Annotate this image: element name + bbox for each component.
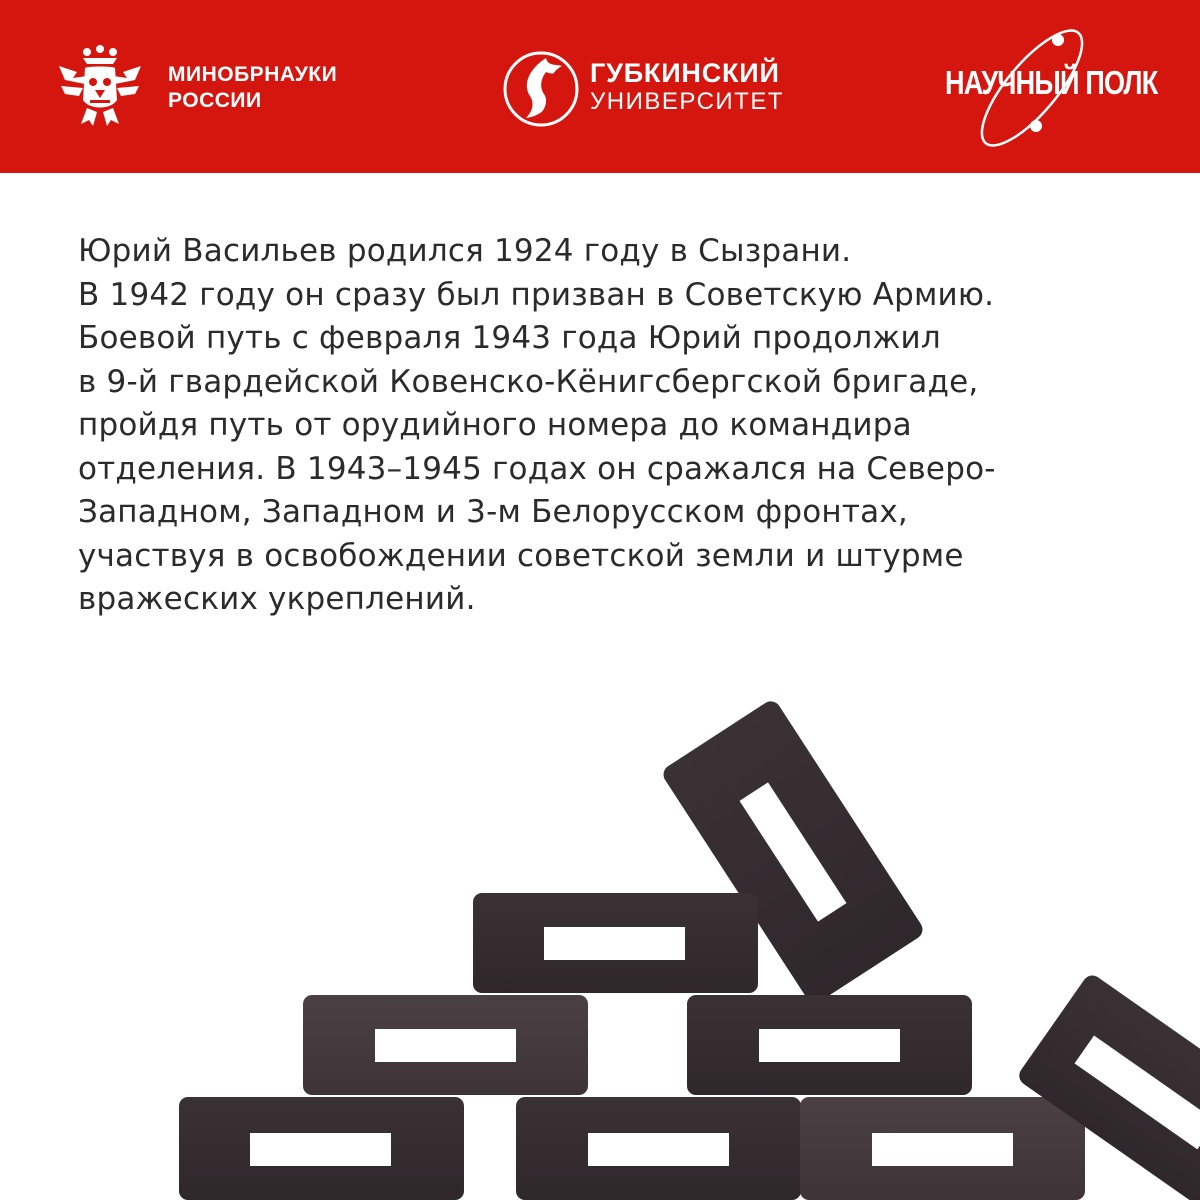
story-line: в 9-й гвардейской Ковенско-Кёнигсбергской бригаде, xyxy=(78,363,979,400)
brick xyxy=(516,1097,801,1200)
brick xyxy=(687,995,972,1095)
brick xyxy=(800,1097,1085,1200)
story-line: вражеских укреплений. xyxy=(78,581,476,617)
university-name: ГУБКИНСКИЙ УНИВЕРСИТЕТ xyxy=(590,58,784,115)
brick xyxy=(473,893,758,993)
story-text xyxy=(78,230,1148,622)
ministry-name: МИНОБРНАУКИ РОССИИ xyxy=(168,63,338,112)
story-line: отделения. В 1943–1945 годах он сражался на Северо- xyxy=(78,450,996,487)
header-bar xyxy=(0,0,1200,173)
brick xyxy=(303,995,588,1095)
story-line: Западном, Западном и 3-м Белорусском фронтах, xyxy=(78,494,908,530)
flame-logo-icon xyxy=(502,50,580,128)
story-line: Боевой путь с февраля 1943 года Юрий продолжил xyxy=(78,320,941,356)
brick-pile-illustration xyxy=(0,690,1200,1200)
brick xyxy=(179,1097,464,1200)
story-line: В 1942 году он сразу был призван в Советскую Армию. xyxy=(78,276,995,313)
story-line: Юрий Васильев родился 1924 году в Сызрани. xyxy=(78,233,852,269)
story-line: пройдя путь от орудийного номера до командира xyxy=(78,407,912,443)
story-line: участвуя в освобождении советской земли и штурме xyxy=(78,537,964,574)
eagle-emblem-icon xyxy=(55,44,145,129)
project-title: НАУЧНЫЙ ПОЛК xyxy=(945,64,1158,101)
